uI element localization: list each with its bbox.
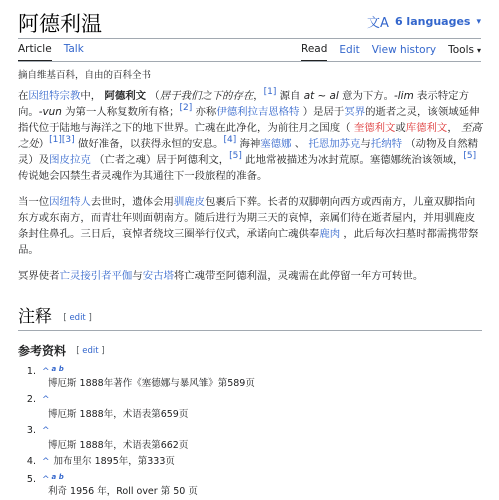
- link-venison[interactable]: 鹿肉: [319, 228, 341, 240]
- backlink-caret[interactable]: [42, 455, 50, 469]
- section-heading-notes: [18, 302, 482, 331]
- list-item: [18, 393, 482, 423]
- text: 做好准备，以获得永恒的安息。: [74, 138, 224, 150]
- text: 传说她会囚禁生者灵魂作为其通往下一段旅程的准备。: [18, 170, 268, 182]
- text: ）: [38, 138, 50, 150]
- citation-link[interactable]: [4]: [223, 135, 237, 145]
- link-tupilaq[interactable]: 图皮拉克: [49, 154, 91, 166]
- redlink-quidlivun[interactable]: 奎德利文: [353, 122, 396, 134]
- paragraph-intro: [18, 88, 482, 184]
- citation-link[interactable]: [1]: [263, 87, 277, 97]
- bracket: [: [63, 313, 67, 323]
- text: ~: [314, 90, 330, 102]
- text: ，: [447, 122, 462, 134]
- paragraph-burial: [18, 194, 482, 258]
- translate-icon: 文A: [367, 16, 389, 31]
- text: 在: [18, 90, 29, 102]
- site-tagline: 摘自维基百科，自由的百科全书: [18, 70, 152, 81]
- caret-icon: ^: [42, 367, 50, 377]
- ref-number: 2.: [26, 394, 36, 405]
- italic-text: al: [329, 90, 339, 102]
- tab-talk[interactable]: Talk: [63, 43, 84, 55]
- citation-link[interactable]: [5]: [463, 151, 477, 161]
- citation-link[interactable]: [1][3]: [49, 135, 75, 145]
- language-button-label: 6 languages: [394, 15, 471, 28]
- view-tabs: [289, 43, 481, 62]
- backlink-marks[interactable]: a b: [51, 365, 64, 373]
- redlink-qudlivun[interactable]: 库德利文: [405, 122, 448, 134]
- text: 意为下方。: [338, 90, 395, 102]
- text: 冥界使者: [18, 270, 60, 282]
- article-body: [18, 88, 482, 294]
- tab-read[interactable]: Read: [301, 43, 327, 62]
- tab-view-history[interactable]: View history: [371, 44, 437, 56]
- text: （动物及自然精灵）及: [18, 138, 479, 166]
- caret-icon: ^: [42, 395, 50, 405]
- link-tornarsuk[interactable]: 托恩加苏克: [308, 138, 361, 150]
- ref-text: 博厄斯 1888年，术语表第659页: [48, 409, 189, 420]
- text: 将亡魂带至阿德利温，灵魂需在此停留一年方可转世。: [173, 270, 424, 282]
- text: 的逝者之灵，该领域延伸指代位于陆地与海洋之下的地下世界。亡魂在此净化，为前往月之国度（: [18, 106, 480, 134]
- tabs-divider: [18, 61, 481, 62]
- text: 表示特定方向。: [18, 90, 469, 118]
- text: 去世时，遗体会用: [90, 196, 174, 208]
- text: 或: [395, 122, 406, 134]
- chevron-down-icon: ▾: [476, 46, 481, 55]
- link-tornat[interactable]: 托纳特: [370, 138, 402, 150]
- tools-label: Tools: [448, 44, 474, 56]
- ref-number: 5.: [26, 474, 36, 485]
- tab-edit[interactable]: Edit: [339, 44, 360, 56]
- tools-menu[interactable]: [448, 44, 481, 61]
- text: ，: [253, 90, 264, 102]
- link-underworld[interactable]: 冥界: [344, 106, 366, 118]
- namespace-tabs: [18, 43, 96, 62]
- text: 当一位: [18, 196, 50, 208]
- term-adlivun: 阿德利文: [104, 90, 146, 102]
- tab-article[interactable]: Article: [18, 43, 52, 62]
- backlink-caret[interactable]: [42, 393, 50, 407]
- text: 为第一人称复数所有格；: [61, 106, 180, 118]
- link-pinga[interactable]: 亡灵接引者平伽: [59, 270, 133, 282]
- backlink-marks[interactable]: a b: [51, 473, 64, 481]
- text: 海神: [236, 138, 261, 150]
- section-heading-label: 注释: [18, 307, 52, 327]
- chevron-down-icon: ▾: [476, 16, 481, 27]
- backlink-caret[interactable]: [42, 424, 50, 438]
- section-heading-label: 参考资料: [18, 344, 67, 358]
- italic-text: at: [303, 90, 315, 102]
- page-title: 阿德利温: [18, 12, 102, 36]
- ref-text: 博厄斯 1888年著作《塞德娜与暴风雏》第589页: [48, 378, 255, 389]
- edit-section-link[interactable]: edit: [69, 313, 86, 323]
- text: ，此后每次扫墓时都需携带祭品。: [18, 228, 479, 256]
- ref-text: 加布里尔 1895年，第333页: [53, 456, 175, 467]
- paragraph-psychopomps: [18, 268, 482, 284]
- link-caribou-skin[interactable]: 驯鹿皮: [173, 196, 206, 208]
- list-item: [18, 470, 482, 500]
- edit-section-link[interactable]: edit: [82, 346, 99, 356]
- italic-text: -lim: [394, 90, 414, 102]
- text: （亡者之魂）居于阿德利文，: [90, 154, 230, 166]
- section-edit: [76, 346, 104, 356]
- caret-icon: ^: [42, 457, 50, 467]
- link-anguta[interactable]: 安古塔: [142, 270, 174, 282]
- references-list: [18, 362, 482, 500]
- section-edit: [63, 313, 91, 323]
- ref-number: 4.: [26, 456, 36, 467]
- bracket: ]: [88, 313, 92, 323]
- ref-text: 博厄斯 1888年，术语表第662页: [48, 440, 189, 451]
- text: 此地常被描述为冰封荒原。塞德娜统治该领域，: [241, 154, 464, 166]
- text: ）是居于: [299, 106, 345, 118]
- bracket: [: [76, 346, 80, 356]
- link-sedna[interactable]: 塞德娜: [260, 138, 292, 150]
- text: 源自: [276, 90, 304, 102]
- language-button[interactable]: [367, 12, 481, 31]
- title-divider: [18, 38, 481, 39]
- text: 与: [360, 138, 371, 150]
- link-inuit[interactable]: 因纽特人: [49, 196, 91, 208]
- section-heading-references: [18, 342, 105, 359]
- ref-number: 3.: [26, 425, 36, 436]
- text: 中，: [80, 90, 105, 102]
- link-idliragijenget[interactable]: 伊德利拉吉恩格特: [216, 106, 300, 118]
- ref-text: 利奇 1956 年，Roll over 第 50 页: [48, 486, 198, 497]
- caret-icon: ^: [42, 426, 50, 436]
- link-inuit-religion[interactable]: 因纽特宗教: [28, 90, 81, 102]
- text: 、: [291, 138, 309, 150]
- ref-number: 1.: [26, 366, 36, 377]
- text: 包裹后下葬。长者的双脚朝向西方或西南方，儿童双脚指向东方或东南方，而青壮年则面朝南方。随后进行为期三天的哀悼，亲属们待在逝者屋内，并用驯鹿皮条封住鼻孔。三日后，哀悼者绕坟三圈举行仪式，承诺向亡魂供奉: [18, 196, 476, 240]
- text: 亦称: [192, 106, 217, 118]
- bracket: ]: [101, 346, 105, 356]
- text: 与: [132, 270, 143, 282]
- caret-icon: ^: [42, 475, 50, 485]
- italic-text: 至高之处: [18, 122, 482, 150]
- text: （: [146, 90, 160, 102]
- italic-text: -vun: [38, 106, 62, 118]
- citation-link[interactable]: [5]: [229, 151, 242, 161]
- citation-link[interactable]: [2]: [179, 103, 193, 113]
- list-item: [18, 362, 482, 392]
- italic-text: 居于我们之下的存在: [159, 90, 254, 102]
- list-item: [18, 455, 482, 469]
- list-item: [18, 424, 482, 454]
